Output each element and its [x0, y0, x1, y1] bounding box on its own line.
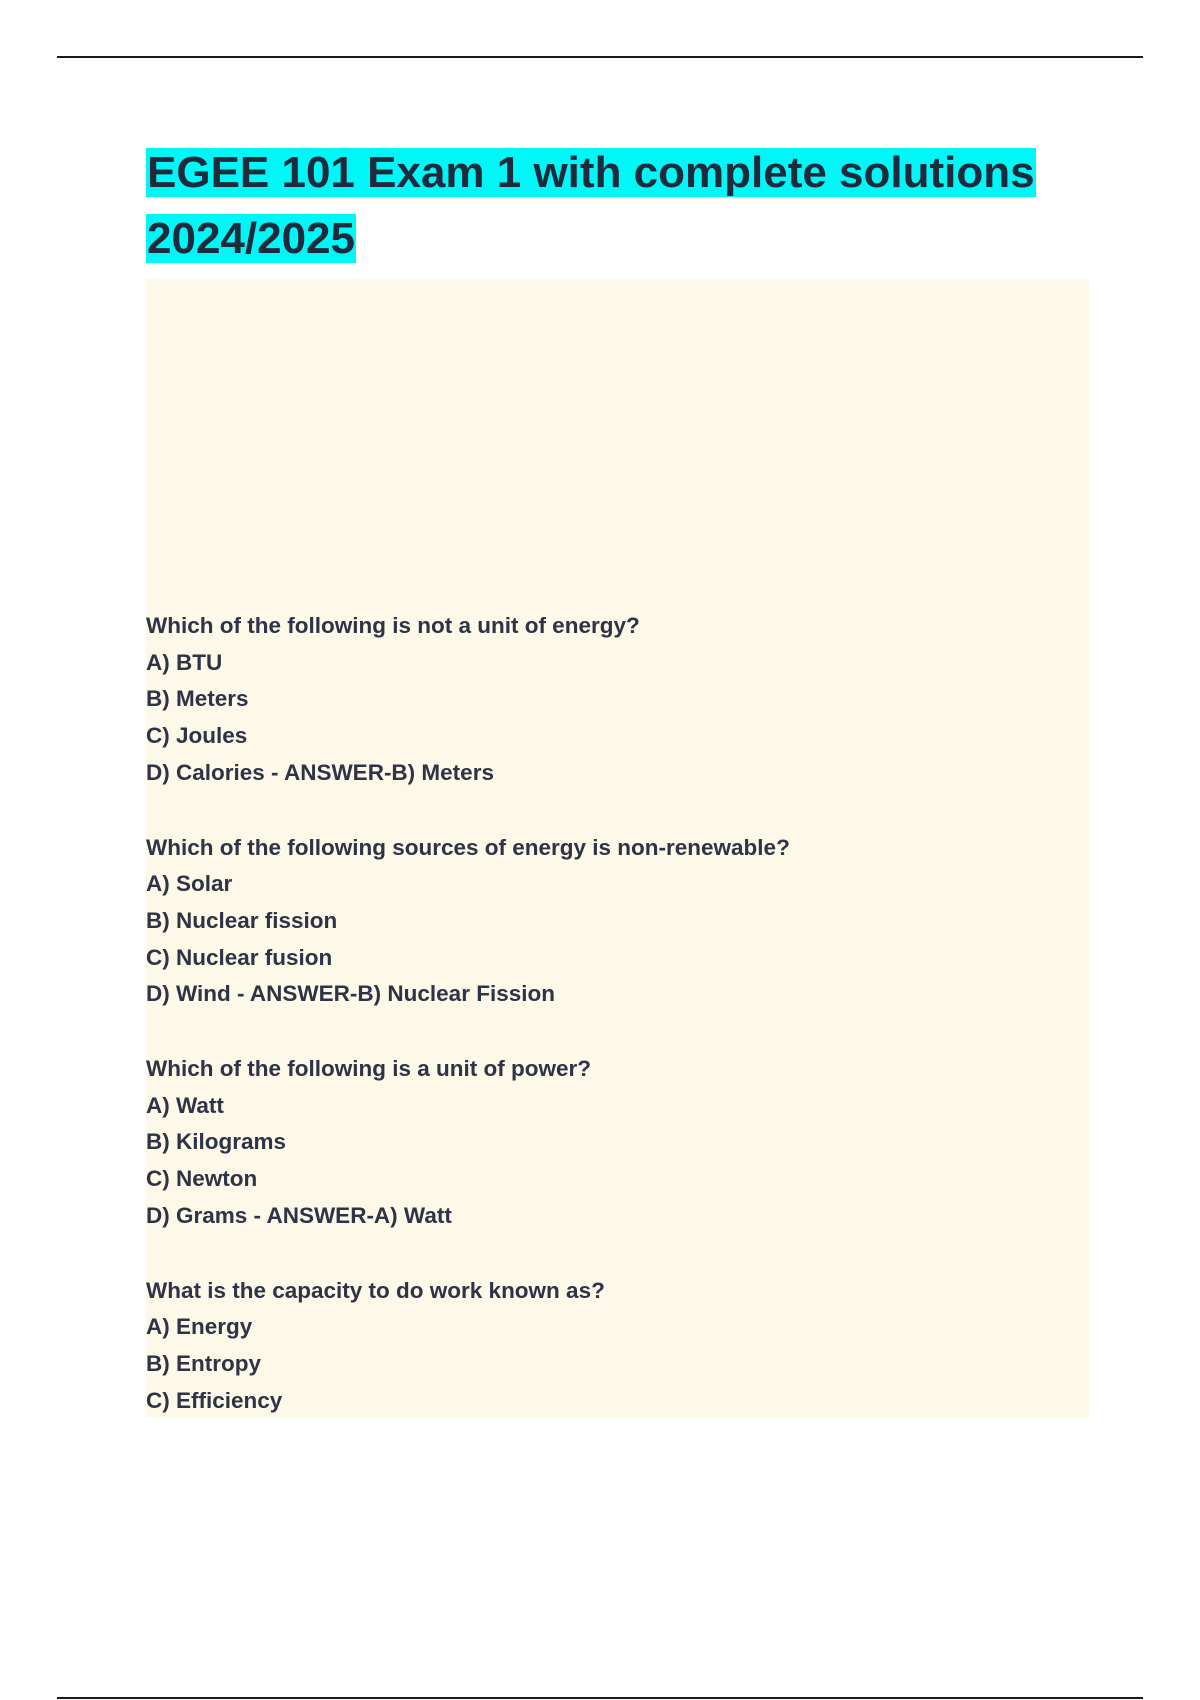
option-c: C) Efficiency	[146, 1387, 283, 1413]
question-text: Which of the following sources of energy is non-renewable?	[146, 834, 790, 860]
option-b: B) Nuclear fission	[146, 907, 338, 933]
question-text: Which of the following is a unit of power?	[146, 1056, 591, 1082]
question-block-4	[146, 1273, 1086, 1420]
option-a: A) Energy	[146, 1314, 253, 1340]
question-text: Which of the following is not a unit of energy?	[146, 613, 640, 638]
option-a: A) Solar	[146, 871, 233, 897]
question-list	[146, 608, 1086, 1457]
option-b: B) Entropy	[146, 1350, 261, 1376]
option-a: A) BTU	[146, 649, 223, 675]
bottom-rule	[57, 1697, 1143, 1699]
option-c: C) Newton	[146, 1166, 258, 1192]
question-text: What is the capacity to do work known as?	[146, 1277, 605, 1303]
option-a: A) Watt	[146, 1092, 224, 1118]
title-line-1: EGEE 101 Exam 1 with complete solutions	[147, 148, 1035, 197]
title-line-2: 2024/2025	[147, 214, 355, 263]
option-d-with-answer: D) Calories - ANSWER-B) Meters	[146, 759, 494, 785]
question-block-1	[146, 608, 1086, 792]
question-block-2	[146, 830, 1086, 1014]
top-rule	[57, 56, 1143, 58]
option-b: B) Meters	[146, 686, 249, 712]
option-b: B) Kilograms	[146, 1129, 287, 1155]
option-d-with-answer: D) Grams - ANSWER-A) Watt	[146, 1202, 452, 1228]
option-c: C) Joules	[146, 723, 248, 749]
option-d-with-answer: D) Wind - ANSWER-B) Nuclear Fission	[146, 981, 555, 1007]
question-block-3	[146, 1051, 1086, 1235]
option-c: C) Nuclear fusion	[146, 944, 333, 970]
document-title	[146, 140, 1096, 272]
